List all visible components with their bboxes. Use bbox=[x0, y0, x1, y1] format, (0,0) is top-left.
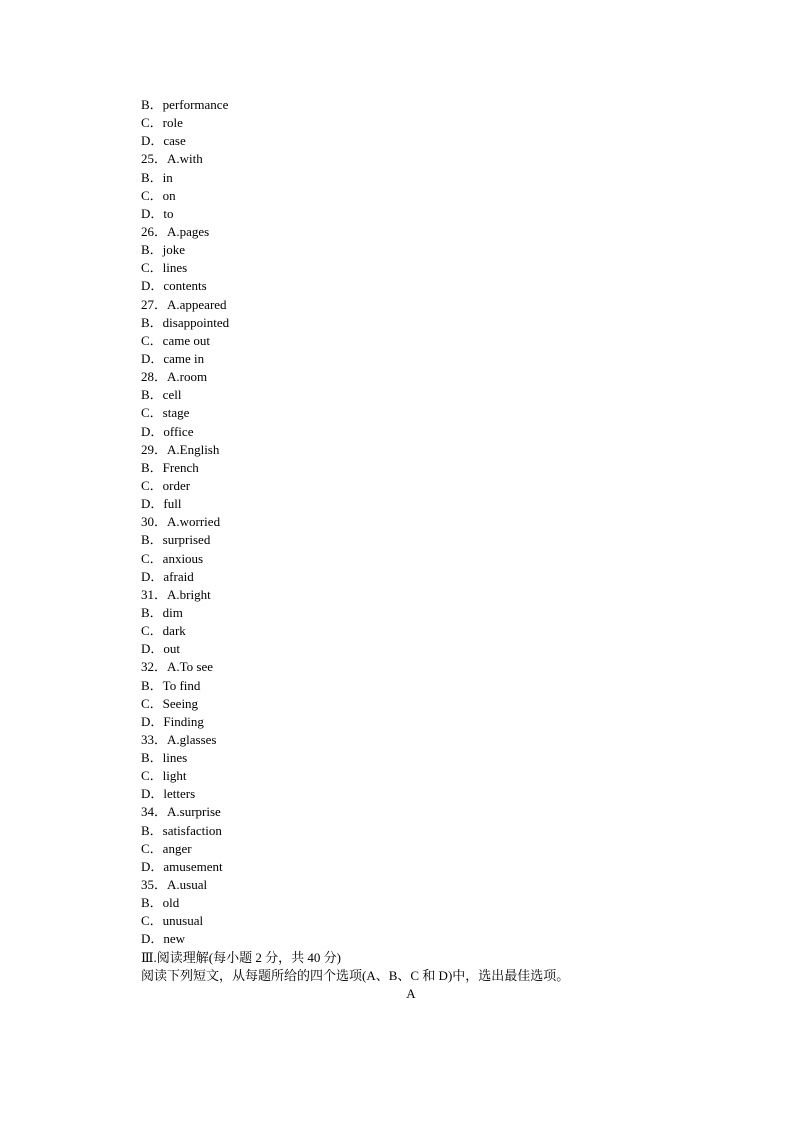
option-line: B．in bbox=[141, 169, 173, 185]
option-line: D．contents bbox=[141, 278, 207, 294]
option-line: B．lines bbox=[141, 750, 188, 766]
option-line: 28．A.room bbox=[141, 369, 208, 385]
option-line: B．dim bbox=[141, 604, 183, 620]
option-line: B．surprised bbox=[141, 532, 211, 548]
option-line: C．on bbox=[141, 187, 176, 203]
option-line: C．lines bbox=[141, 260, 188, 276]
option-line: D．office bbox=[141, 423, 194, 439]
option-line: C．dark bbox=[141, 623, 186, 639]
option-line: B．joke bbox=[141, 242, 186, 258]
option-line: C．anger bbox=[141, 840, 192, 856]
option-line: 26．A.pages bbox=[141, 223, 210, 239]
option-line: C．order bbox=[141, 477, 191, 493]
option-line: B．To find bbox=[141, 677, 201, 693]
option-line: 33．A.glasses bbox=[141, 731, 217, 747]
option-line: C．anxious bbox=[141, 550, 204, 566]
option-line: B．performance bbox=[141, 97, 229, 112]
option-line: C．came out bbox=[141, 332, 210, 348]
option-line: D．letters bbox=[141, 786, 196, 802]
passage-label: A bbox=[406, 985, 416, 1001]
document-page bbox=[141, 96, 701, 1003]
option-line: 30．A.worried bbox=[141, 514, 221, 530]
option-line: D．case bbox=[141, 133, 186, 149]
option-line: B．French bbox=[141, 459, 199, 475]
option-line: B．disappointed bbox=[141, 314, 230, 330]
option-line: D．amusement bbox=[141, 858, 223, 874]
option-line: 29．A.English bbox=[141, 441, 220, 457]
answer-options-list bbox=[141, 96, 701, 949]
option-line: 25．A.with bbox=[141, 151, 203, 167]
option-line: D．came in bbox=[141, 350, 205, 366]
option-line: 27．A.appeared bbox=[141, 296, 227, 312]
option-line: C．light bbox=[141, 768, 187, 784]
option-line: C．Seeing bbox=[141, 695, 199, 711]
option-line: B．old bbox=[141, 895, 180, 911]
option-line: 35．A.usual bbox=[141, 877, 208, 893]
option-line: D．full bbox=[141, 496, 182, 512]
option-line: D．new bbox=[141, 931, 186, 947]
option-line: B．satisfaction bbox=[141, 822, 222, 838]
option-line: D．to bbox=[141, 205, 174, 221]
option-line: C．role bbox=[141, 115, 183, 131]
option-line: 31．A.bright bbox=[141, 586, 211, 602]
section-title: Ⅲ.阅读理解(每小题 2 分，共 40 分) bbox=[141, 949, 341, 965]
option-line: 32．A.To see bbox=[141, 659, 214, 675]
option-line: B．cell bbox=[141, 387, 182, 403]
option-line: D．Finding bbox=[141, 713, 204, 729]
section-instruction: 阅读下列短文，从每题所给的四个选项(A、B、C 和 D)中，选出最佳选项。 bbox=[141, 967, 570, 983]
option-line: D．afraid bbox=[141, 568, 194, 584]
option-line: C．stage bbox=[141, 405, 190, 421]
option-line: 34．A.surprise bbox=[141, 804, 221, 820]
option-line: C．unusual bbox=[141, 913, 204, 929]
option-line: D．out bbox=[141, 641, 181, 657]
